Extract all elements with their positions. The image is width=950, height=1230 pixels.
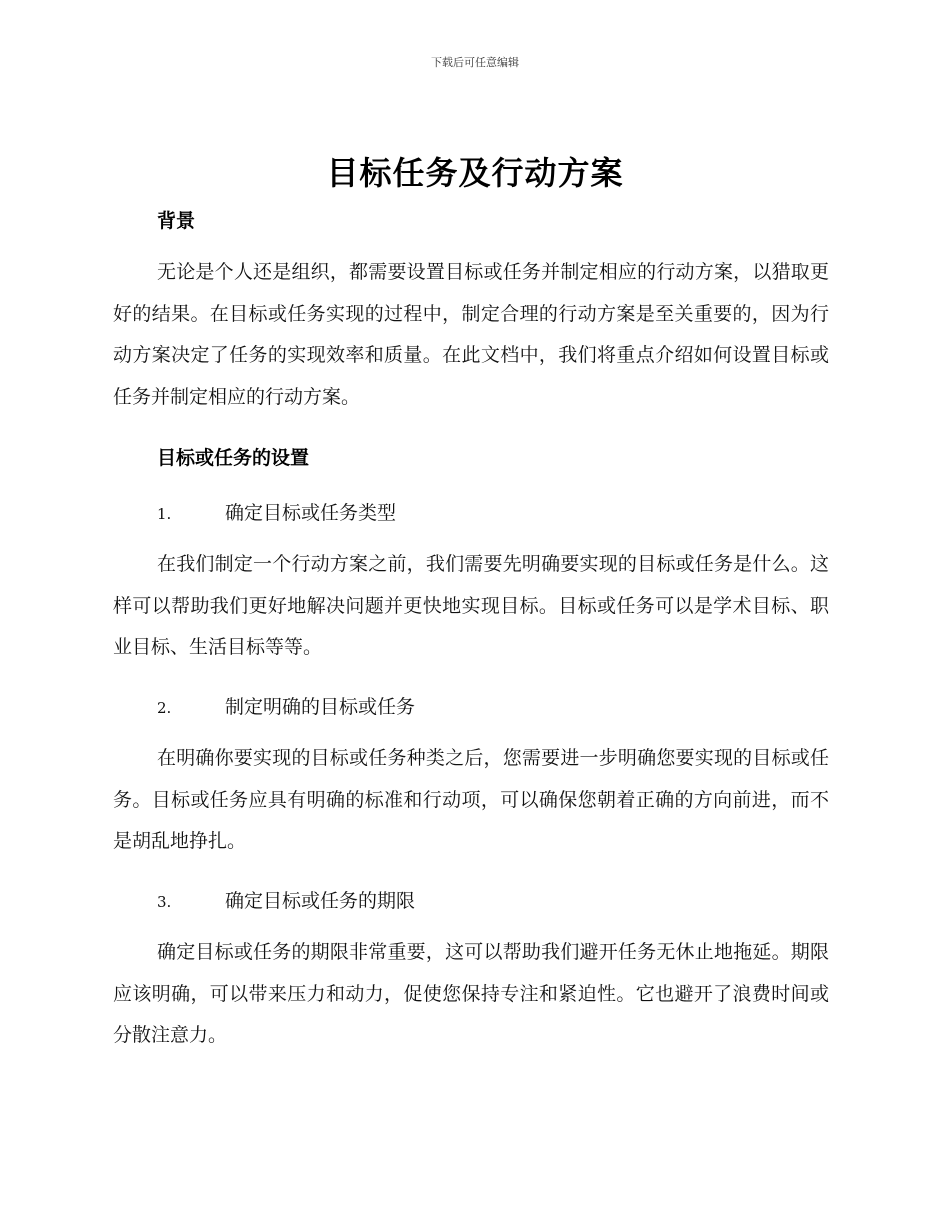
- list-item-paragraph: 确定目标或任务的期限非常重要，这可以帮助我们避开任务无休止地拖延。期限应该明确，可以带来压力和动力，促使您保持专注和紧迫性。它也避开了浪费时间或分散注意力。: [113, 941, 829, 1046]
- list-item-title: 确定目标或任务类型: [225, 502, 397, 524]
- list-item-paragraph: 在明确你要实现的目标或任务种类之后，您需要进一步明确您要实现的目标或任务。目标或任务应具有明确的标准和行动项，可以确保您朝着正确的方向前进，而不是胡乱地挣扎。: [113, 747, 829, 852]
- list-item-title: 制定明确的目标或任务: [225, 696, 416, 718]
- list-item-paragraph: 在我们制定一个行动方案之前，我们需要先明确要实现的目标或任务是什么。这样可以帮助我们更好地解决问题并更快地实现目标。目标或任务可以是学术目标、职业目标、生活目标等等。: [113, 553, 829, 658]
- section-heading-background: 背景: [157, 210, 196, 232]
- background-paragraph: 无论是个人还是组织，都需要设置目标或任务并制定相应的行动方案，以猎取更好的结果。在目标或任务实现的过程中，制定合理的行动方案是至关重要的，因为行动方案决定了任务的实现效率和质量。在此文档中，我们将重点介绍如何设置目标或任务并制定相应的行动方案。: [113, 261, 829, 408]
- list-item: [157, 886, 415, 913]
- section-heading-setting: 目标或任务的设置: [157, 447, 310, 469]
- list-item-number: 1.: [157, 505, 172, 523]
- list-item-number: 2.: [157, 699, 172, 717]
- page-header: 下载后可任意编辑: [431, 56, 519, 69]
- list-item: [157, 692, 415, 719]
- document-title: 目标任务及行动方案: [326, 154, 624, 192]
- list-item-title: 确定目标或任务的期限: [225, 890, 416, 912]
- list-item: [157, 498, 396, 525]
- list-item-number: 3.: [157, 893, 172, 911]
